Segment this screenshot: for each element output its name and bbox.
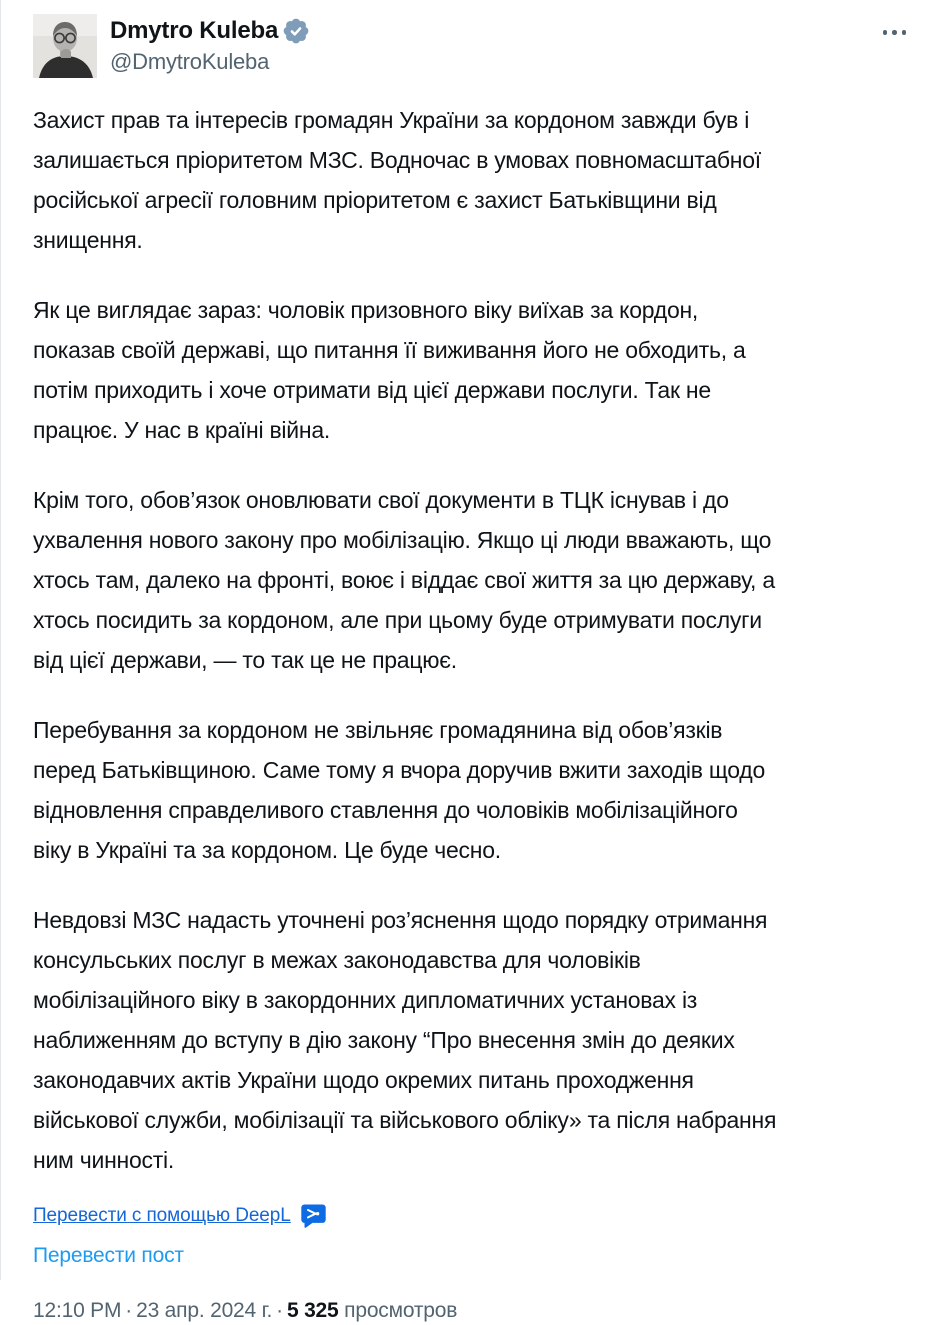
middot-separator: ·	[125, 1299, 133, 1322]
paragraph: Невдовзі МЗС надасть уточнені роз’яснення щодо порядку отримання консульських послуг в межах законодавства для чоловіків мобілізаційного віку в закордонних дипломатичних установах із наближенням до вступу в дію закону “Про внесення змін до деяких законодавчих актів України щодо окремих питань проходження військової служби, мобілізації та військового обліку» та після набрання ним чинності.	[33, 907, 777, 1173]
post-time: 12:10 PM	[33, 1299, 122, 1322]
middot-separator: ·	[276, 1299, 283, 1322]
paragraph: Захист прав та інтересів громадян України за кордоном завжди був і залишається пріоритетом МЗС. Водночас в умовах повномасштабної російської агресії головним пріоритетом є захист Батьківщини від знищення.	[33, 107, 761, 253]
paragraph: Як це виглядає зараз: чоловік призовного віку виїхав за кордон, показав своїй державі, що питання її виживання його не обходить, а потім приходить і хоче отримати від цієї держави послуги. Так не працює. У нас в країні війна.	[33, 297, 746, 443]
more-horizontal-icon	[883, 30, 888, 35]
author-names	[110, 14, 309, 75]
tweet-header	[33, 14, 908, 78]
deepl-translate-link[interactable]: Перевести с помощью DeepL	[33, 1204, 291, 1226]
timestamp	[33, 1297, 908, 1325]
avatar[interactable]	[33, 14, 97, 78]
translate-post-link[interactable]: Перевести пост	[33, 1244, 184, 1267]
more-button[interactable]	[881, 24, 909, 41]
post-date: 23 апр. 2024 г.	[136, 1299, 273, 1322]
paragraph: Перебування за кордоном не звільняє громадянина від обов’язків перед Батьківщиною. Саме тому я вчора доручив вжити заходів щодо відновлення справделивого ставлення до чоловіків мобілізаційного віку в Україні та за кордоном. Це буде чесно.	[33, 717, 765, 863]
deepl-icon[interactable]	[299, 1202, 326, 1229]
views-count: 5 325	[286, 1299, 339, 1322]
tweet-text	[33, 100, 908, 1180]
paragraph: Крім того, обов’язок оновлювати свої документи в ТЦК існував і до ухвалення нового закону про мобілізацію. Якщо ці люди вважають, що хтось там, далеко на фронті, воює і віддає свої життя за цю державу, а хтось посидить за кордоном, але при цьому буде отримувати послуги від цієї держави, — то так це не працює.	[33, 487, 775, 673]
display-name[interactable]: Dmytro Kuleba	[110, 17, 279, 44]
views-label: просмотров	[344, 1299, 458, 1322]
verified-badge-icon[interactable]	[283, 18, 309, 44]
deepl-translate-row	[33, 1202, 908, 1229]
handle[interactable]: @DmytroKuleba	[110, 49, 270, 74]
avatar-photo-icon	[33, 14, 97, 78]
